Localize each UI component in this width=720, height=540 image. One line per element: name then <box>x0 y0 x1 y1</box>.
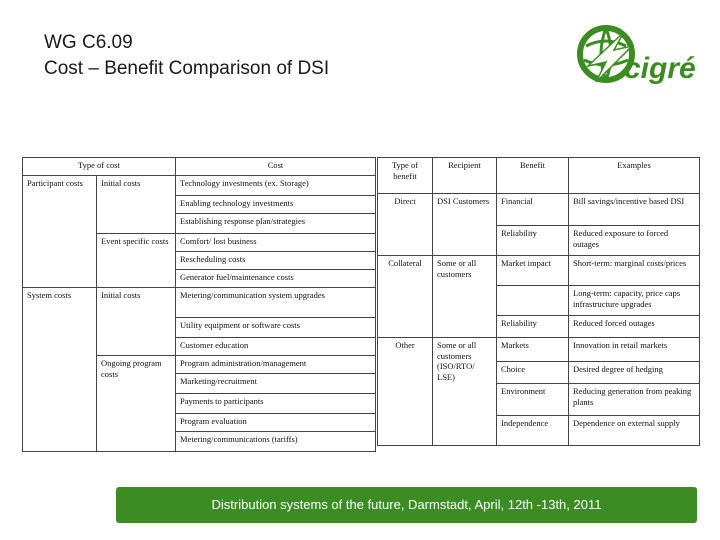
cost-table <box>22 157 376 452</box>
benefit-table <box>377 157 700 446</box>
benefit-cell: Markets <box>497 338 569 362</box>
example-cell: Reduced exposure to forced outages <box>569 226 700 256</box>
system-costs-label: System costs <box>23 288 97 452</box>
slide-title <box>44 30 329 82</box>
table-row <box>23 176 376 196</box>
cigre-logo <box>574 20 702 100</box>
cost-item: Enabling technology investments <box>176 196 376 214</box>
cost-item: Establishing response plan/strategies <box>176 214 376 234</box>
example-cell: Dependence on external supply <box>569 416 700 446</box>
cost-item: Utility equipment or software costs <box>176 318 376 338</box>
event-specific-label: Event specific costs <box>97 234 176 288</box>
table-row <box>378 338 700 362</box>
cost-item: Program administration/management <box>176 356 376 374</box>
benefit-type-other: Other <box>378 338 433 446</box>
footer-banner <box>116 487 697 523</box>
ongoing-program-label: Ongoing program costs <box>97 356 176 452</box>
system-initial-label: Initial costs <box>97 288 176 356</box>
cost-item: Rescheduling costs <box>176 252 376 270</box>
header-examples: Examples <box>569 158 700 194</box>
recipient-collateral: Some or all customers <box>433 256 497 338</box>
table-row <box>378 256 700 286</box>
logo-wordmark: cigré <box>624 52 696 85</box>
participant-initial-label: Initial costs <box>97 176 176 234</box>
header-recipient: Recipient <box>433 158 497 194</box>
globe-icon <box>574 20 702 100</box>
benefit-cell: Independence <box>497 416 569 446</box>
header-type-of-cost: Type of cost <box>23 158 176 176</box>
benefit-cell: Choice <box>497 362 569 384</box>
table-row <box>378 194 700 226</box>
recipient-other: Some or all customers (ISO/RTO/ LSE) <box>433 338 497 446</box>
cost-item: Technology investments (ex. Storage) <box>176 176 376 196</box>
benefit-cell <box>497 286 569 316</box>
participant-costs-label: Participant costs <box>23 176 97 288</box>
benefit-type-collateral: Collateral <box>378 256 433 338</box>
cost-item: Comfort/ lost business <box>176 234 376 252</box>
example-cell: Short-term: marginal costs/prices <box>569 256 700 286</box>
cost-item: Payments to participants <box>176 394 376 414</box>
benefit-cell: Reliability <box>497 226 569 256</box>
example-cell: Reduced forced outages <box>569 316 700 338</box>
header-benefit: Benefit <box>497 158 569 194</box>
cost-item: Metering/communications (tariffs) <box>176 432 376 452</box>
example-cell: Long-term: capacity, price caps infrastructure upgrades <box>569 286 700 316</box>
benefit-cell: Financial <box>497 194 569 226</box>
benefit-cell: Reliability <box>497 316 569 338</box>
benefit-type-direct: Direct <box>378 194 433 256</box>
example-cell: Innovation in retail markets <box>569 338 700 362</box>
cost-item: Metering/communication system upgrades <box>176 288 376 318</box>
cost-item: Marketing/recruitment <box>176 374 376 394</box>
header-type-of-benefit: Type of benefit <box>378 158 433 194</box>
header-cost: Cost <box>176 158 376 176</box>
example-cell: Bill savings/incentive based DSI <box>569 194 700 226</box>
title-line-2: Cost – Benefit Comparison of DSI <box>44 58 330 79</box>
example-cell: Reducing generation from peaking plants <box>569 384 700 416</box>
cost-item: Generator fuel/maintenance costs <box>176 270 376 288</box>
benefit-cell: Environment <box>497 384 569 416</box>
cost-table-header <box>23 158 376 176</box>
recipient-direct: DSI Customers <box>433 194 497 256</box>
cost-item: Customer education <box>176 338 376 356</box>
benefit-table-header <box>378 158 700 194</box>
benefit-cell: Market impact <box>497 256 569 286</box>
cost-item: Program evaluation <box>176 414 376 432</box>
example-cell: Desired degree of hedging <box>569 362 700 384</box>
table-row <box>23 288 376 318</box>
footer-text: Distribution systems of the future, Darmstadt, April, 12th -13th, 2011 <box>211 497 602 512</box>
title-line-1: WG C6.09 <box>44 32 133 53</box>
